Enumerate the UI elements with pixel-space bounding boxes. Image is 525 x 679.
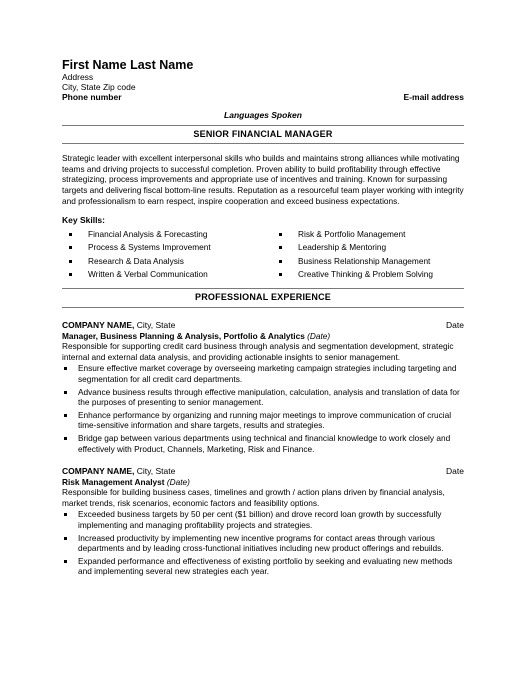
email-address: E-mail address (403, 92, 464, 103)
job-location: City, State (134, 466, 176, 477)
skill-item: Risk & Portfolio Management (298, 228, 406, 239)
job-description: Responsible for supporting credit card business through analysis and segmentation development, strategic internal and external data analysis, and providing actionable insights to senior management. (62, 341, 454, 362)
skill-item: Creative Thinking & Problem Solving (298, 268, 433, 279)
summary-paragraph: Strategic leader with excellent interpersonal skills who builds and maintains strong alliances while motivating teams and driving projects to successful completion. Proven ability to build profitability through effective strategizing, process improvements and appropriate use of incentives and training. Known for surpassing targets and delivering fiscal bottom-line results. Reputation as a resourceful team player working with integrity and professionalism to earn respect, inspire cooperation and exceed business expectations. (62, 153, 464, 206)
job-header (62, 466, 464, 477)
skill-item: Written & Verbal Communication (88, 268, 208, 279)
key-skills-list (62, 229, 464, 280)
skill-item: Business Relationship Management (298, 255, 431, 266)
job-entry (62, 320, 464, 454)
key-skills-title: Key Skills: (62, 215, 105, 226)
job-bullet: Enhance performance by organizing and running major meetings to improve communication of crucial time-sensitive information and share targets, results and strategies. (62, 410, 464, 431)
resume-page (62, 58, 464, 579)
job-bullets (62, 509, 464, 577)
job-header (62, 320, 464, 331)
job-bullet: Advance business results through effective manipulation, calculation, analysis and translation of data for the purposes of presenting to senior management. (62, 387, 464, 408)
city-state-zip-line: City, State Zip code (62, 82, 136, 93)
experience-section (62, 288, 464, 577)
phone-number: Phone number (62, 92, 122, 103)
job-bullet: Ensure effective market coverage by overseeing marketing campaign strategies including targeting and segmentation for all credit card departments. (62, 363, 464, 384)
candidate-name: First Name Last Name (62, 58, 194, 72)
job-title-date: (Date) (166, 476, 190, 487)
job-bullets (62, 363, 464, 454)
job-title: Manager, Business Planning & Analysis, Portfolio & Analytics (Date) (62, 330, 331, 341)
job-bullet: Exceeded business targets by 50 per cent ($1 billion) and drove record loan growth by successfully implementing and managing profitability projects and strategies. (62, 509, 464, 530)
job-entry (62, 466, 464, 577)
job-location: City, State (134, 319, 176, 330)
experience-heading: PROFESSIONAL EXPERIENCE (62, 288, 464, 308)
skill-item: Process & Systems Improvement (88, 242, 211, 253)
job-bullet: Bridge gap between various departments using technical and financial knowledge to work closely and effectively with Product, Channels, Marketing, Risk and Finance. (62, 433, 464, 454)
job-description: Responsible for building business cases, timelines and growth / action plans driven by financial analysis, market trends, risk scenarios, economic factors and feasibility options. (62, 487, 445, 508)
job-date: Date (446, 319, 464, 330)
languages-spoken: Languages Spoken (224, 109, 302, 120)
company-name: COMPANY NAME, (62, 319, 135, 330)
skill-item: Financial Analysis & Forecasting (88, 228, 208, 239)
job-bullet: Increased productivity by implementing new incentive programs for contact areas through various departments and by leading cross-functional initiatives including new product offerings and rebuilds. (62, 533, 464, 554)
skill-item: Research & Data Analysis (88, 255, 184, 266)
headline-section: SENIOR FINANCIAL MANAGER (62, 125, 464, 145)
address-line: Address (62, 72, 94, 82)
job-date: Date (446, 466, 464, 477)
job-title-date: (Date) (307, 330, 331, 341)
job-bullet: Expanded performance and effectiveness of existing portfolio by seeking and evaluating new methods and implementing several new strategies each year. (62, 556, 464, 577)
job-title: Risk Management Analyst (Date) (62, 476, 190, 487)
contact-row (62, 92, 464, 102)
company-name: COMPANY NAME, (62, 466, 135, 477)
skill-item: Leadership & Mentoring (298, 242, 387, 253)
